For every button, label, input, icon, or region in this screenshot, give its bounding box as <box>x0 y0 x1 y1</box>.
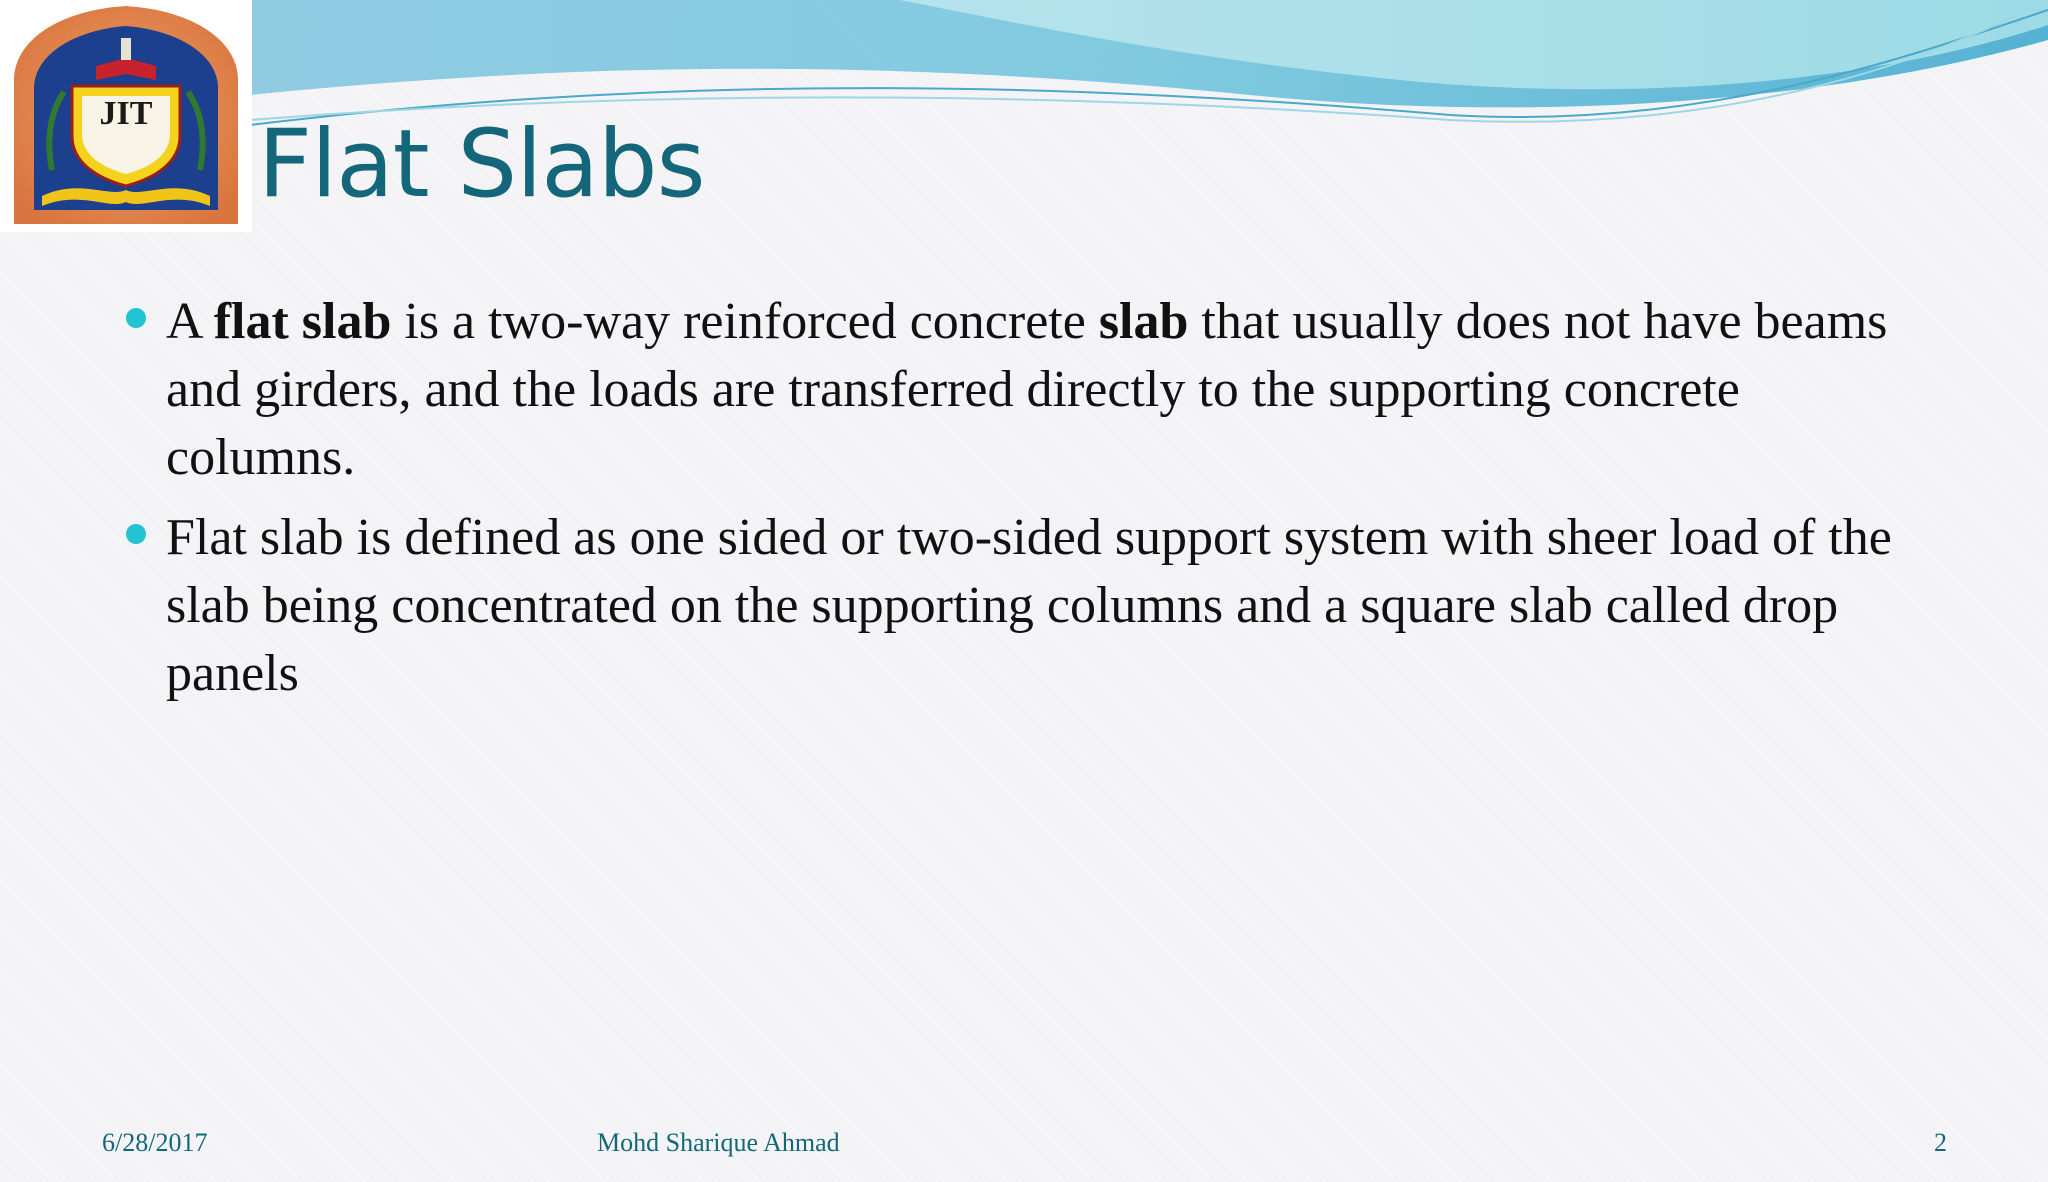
bullet-text-segment: Flat slab is defined as one sided or two-sided support system with sheer load of the slab being concentrated on the supporting columns and a square slab called drop panels <box>166 509 1892 702</box>
bullet-text-bold: slab <box>1098 293 1189 350</box>
bullet-text-bold: flat slab <box>213 293 392 350</box>
institution-logo <box>0 0 252 232</box>
footer-page-number: 2 <box>1934 1128 1947 1157</box>
bullet-text-segment: that usually does not have beams and girders, and the loads are transferred directly to the supporting concrete columns. <box>166 293 1888 486</box>
slide-body <box>118 288 1938 720</box>
bullet-dot-icon <box>126 308 146 328</box>
bullet-text-segment: A <box>166 293 214 350</box>
footer-date: 6/28/2017 <box>102 1128 208 1157</box>
footer-author: Mohd Sharique Ahmad <box>597 1128 840 1157</box>
logo-text: JIT <box>99 95 153 132</box>
bullet-dot-icon <box>126 524 146 544</box>
bullet-item <box>118 288 1938 492</box>
jit-crest-icon <box>0 0 252 232</box>
bullet-item <box>118 504 1938 708</box>
bullet-text-segment: is a two-way reinforced concrete <box>391 293 1099 350</box>
slide-title: Flat Slabs <box>258 110 705 219</box>
